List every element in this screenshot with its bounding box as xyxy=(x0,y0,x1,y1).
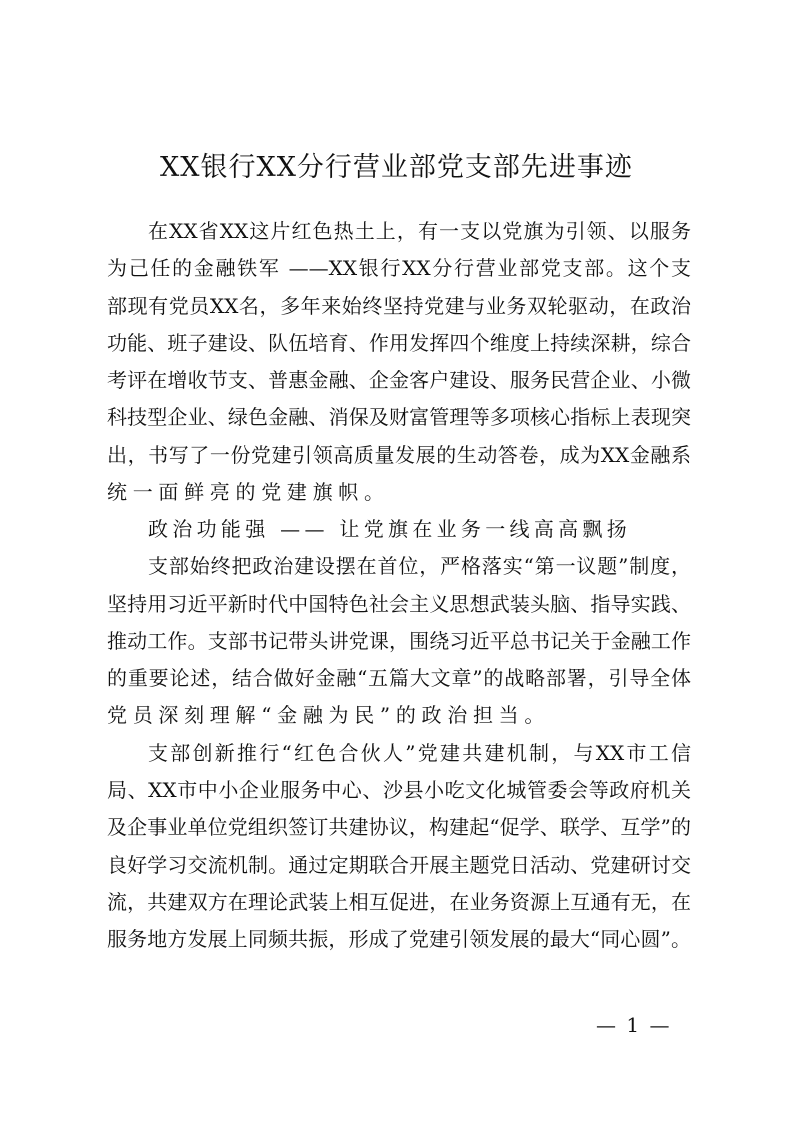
page-number: — 1 — xyxy=(596,1013,672,1037)
body-line: 出，书写了一份党建引领高质量发展的生动答卷，成为XX金融系 xyxy=(107,442,691,467)
body-line: 在XX省XX这片红色热土上，有一支以党旗为引领、以服务 xyxy=(148,219,691,243)
body-line: 坚持用习近平新时代中国特色社会主义思想武装头脑、指导实践、 xyxy=(107,591,691,616)
body-line: 良好学习交流机制。通过定期联合开展主题党日活动、党建研讨交 xyxy=(107,852,691,877)
document-body xyxy=(107,213,691,958)
body-line: 部现有党员XX名，多年来始终坚持党建与业务双轮驱动，在政治 xyxy=(107,293,691,318)
body-line: 推动工作。支部书记带头讲党课，围绕习近平总书记关于金融工作 xyxy=(107,628,691,653)
body-line: 统一面鲜亮的党建旗帜。 xyxy=(107,479,390,504)
section-heading: 政治功能强 —— 让党旗在业务一线高高飘扬 xyxy=(148,517,632,542)
body-line: 及企事业单位党组织签订共建协议，构建起“促学、联学、互学”的 xyxy=(107,815,691,840)
body-line: 党员深刻理解“金融为民”的政治担当。 xyxy=(107,703,551,728)
body-line: 的重要论述，结合做好金融“五篇大文章”的战略部署，引导全体 xyxy=(107,666,691,691)
body-line: 服务地方发展上同频共振，形成了党建引领发展的最大“同心圆”。 xyxy=(107,927,691,952)
body-line: 支部创新推行“红色合伙人”党建共建机制，与XX市工信 xyxy=(148,740,691,765)
body-line: 流，共建双方在理论武装上相互促进，在业务资源上互通有无，在 xyxy=(107,889,691,914)
body-line: 科技型企业、绿色金融、消保及财富管理等多项核心指标上表现突 xyxy=(107,405,691,430)
document-title: XX银行XX分行营业部党支部先进事迹 xyxy=(160,152,633,183)
body-line: 功能、班子建设、队伍培育、作用发挥四个维度上持续深耕，综合 xyxy=(107,330,691,355)
body-line: 支部始终把政治建设摆在首位，严格落实“第一议题”制度， xyxy=(148,554,691,579)
body-line: 局、XX市中小企业服务中心、沙县小吃文化城管委会等政府机关 xyxy=(107,777,691,802)
body-line: 为己任的金融铁军 ——XX银行XX分行营业部党支部。这个支 xyxy=(107,256,691,281)
body-line: 考评在增收节支、普惠金融、企金客户建设、服务民营企业、小微 xyxy=(107,368,691,393)
